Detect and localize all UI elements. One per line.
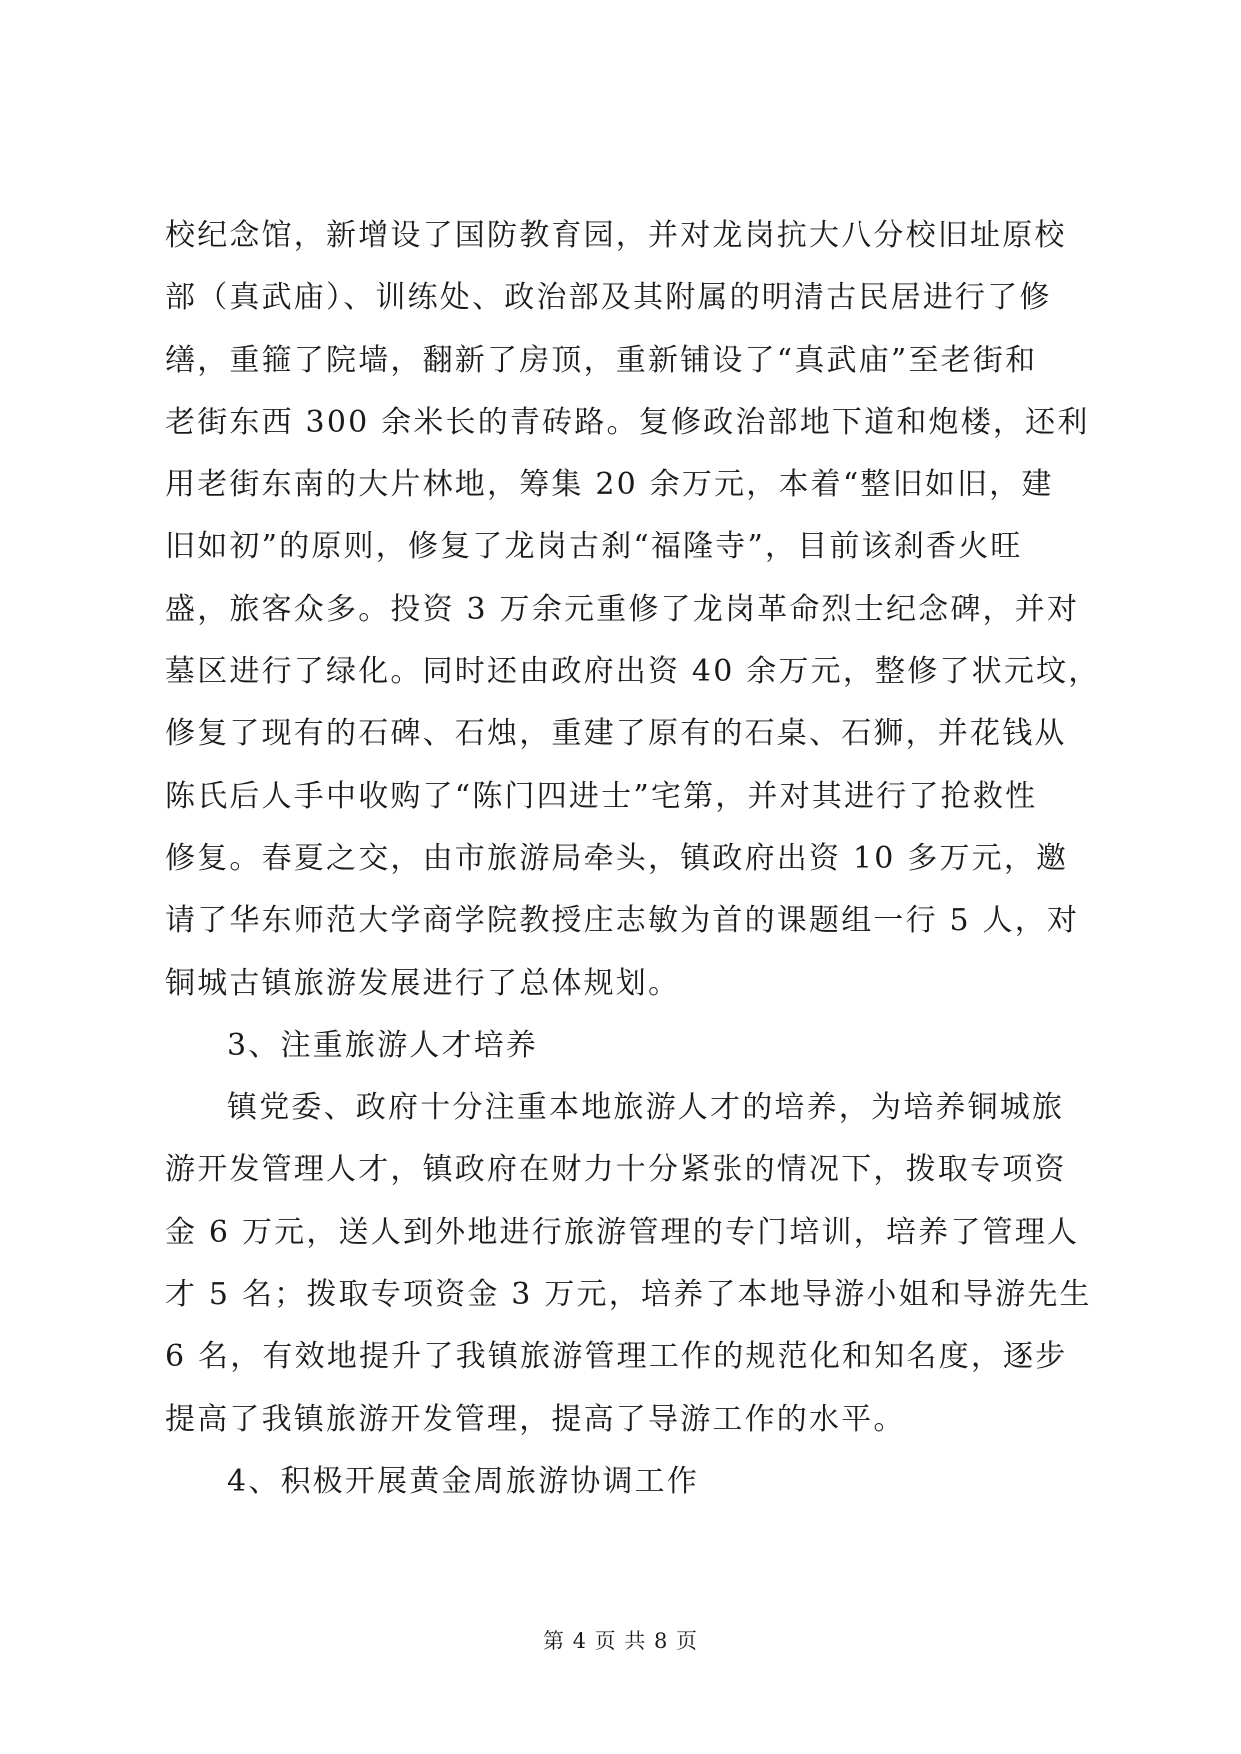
paragraph-line: 修复了现有的石碑、石烛，重建了原有的石桌、石狮，并花钱从 bbox=[165, 716, 1067, 752]
paragraph-line: 盛，旅客众多。投资 3 万余元重修了龙岗革命烈士纪念碑，并对 bbox=[165, 591, 1080, 627]
section-heading: 4、积极开展黄金周旅游协调工作 bbox=[227, 1463, 700, 1499]
paragraph-line: 游开发管理人才，镇政府在财力十分紧张的情况下，拨取专项资 bbox=[165, 1152, 1067, 1188]
paragraph-line: 墓区进行了绿化。同时还由政府出资 40 余万元，整修了状元坟， bbox=[165, 654, 1101, 690]
paragraph-line: 修复。春夏之交，由市旅游局牵头，镇政府出资 10 多万元，邀 bbox=[165, 840, 1069, 876]
paragraph-line: 铜城古镇旅游发展进行了总体规划。 bbox=[165, 965, 681, 1001]
paragraph-line: 提高了我镇旅游开发管理，提高了导游工作的水平。 bbox=[165, 1401, 906, 1437]
paragraph-line: 部（真武庙）、训练处、政治部及其附属的明清古民居进行了修 bbox=[165, 280, 1052, 316]
paragraph-line: 旧如初”的原则，修复了龙岗古刹“福隆寺”，目前该刹香火旺 bbox=[165, 529, 1023, 565]
section-heading: 3、注重旅游人才培养 bbox=[227, 1027, 539, 1063]
paragraph-line: 镇党委、政府十分注重本地旅游人才的培养，为培养铜城旅 bbox=[227, 1090, 1065, 1126]
document-body bbox=[165, 205, 1100, 1513]
page-number-footer: 第 4 页 共 8 页 bbox=[542, 1629, 699, 1653]
paragraph-line: 缮，重箍了院墙，翻新了房顶，重新铺设了“真武庙”至老街和 bbox=[165, 342, 1038, 378]
paragraph-line: 才 5 名；拨取专项资金 3 万元，培养了本地导游小姐和导游先生 bbox=[165, 1277, 1092, 1313]
paragraph-line: 老街东西 300 余米长的青砖路。复修政治部地下道和炮楼，还利 bbox=[165, 404, 1090, 440]
paragraph-line: 校纪念馆，新增设了国防教育园，并对龙岗抗大八分校旧址原校 bbox=[165, 218, 1067, 253]
paragraph-line: 用老街东南的大片林地，筹集 20 余万元，本着“整旧如旧，建 bbox=[165, 467, 1054, 503]
paragraph-line: 陈氏后人手中收购了“陈门四进士”宅第，并对其进行了抢救性 bbox=[165, 778, 1038, 814]
paragraph-line: 6 名，有效地提升了我镇旅游管理工作的规范化和知名度，逐步 bbox=[165, 1339, 1068, 1375]
paragraph-line: 请了华东师范大学商学院教授庄志敏为首的课题组一行 5 人，对 bbox=[165, 903, 1080, 939]
paragraph-line: 金 6 万元，送人到外地进行旅游管理的专门培训，培养了管理人 bbox=[165, 1214, 1080, 1250]
